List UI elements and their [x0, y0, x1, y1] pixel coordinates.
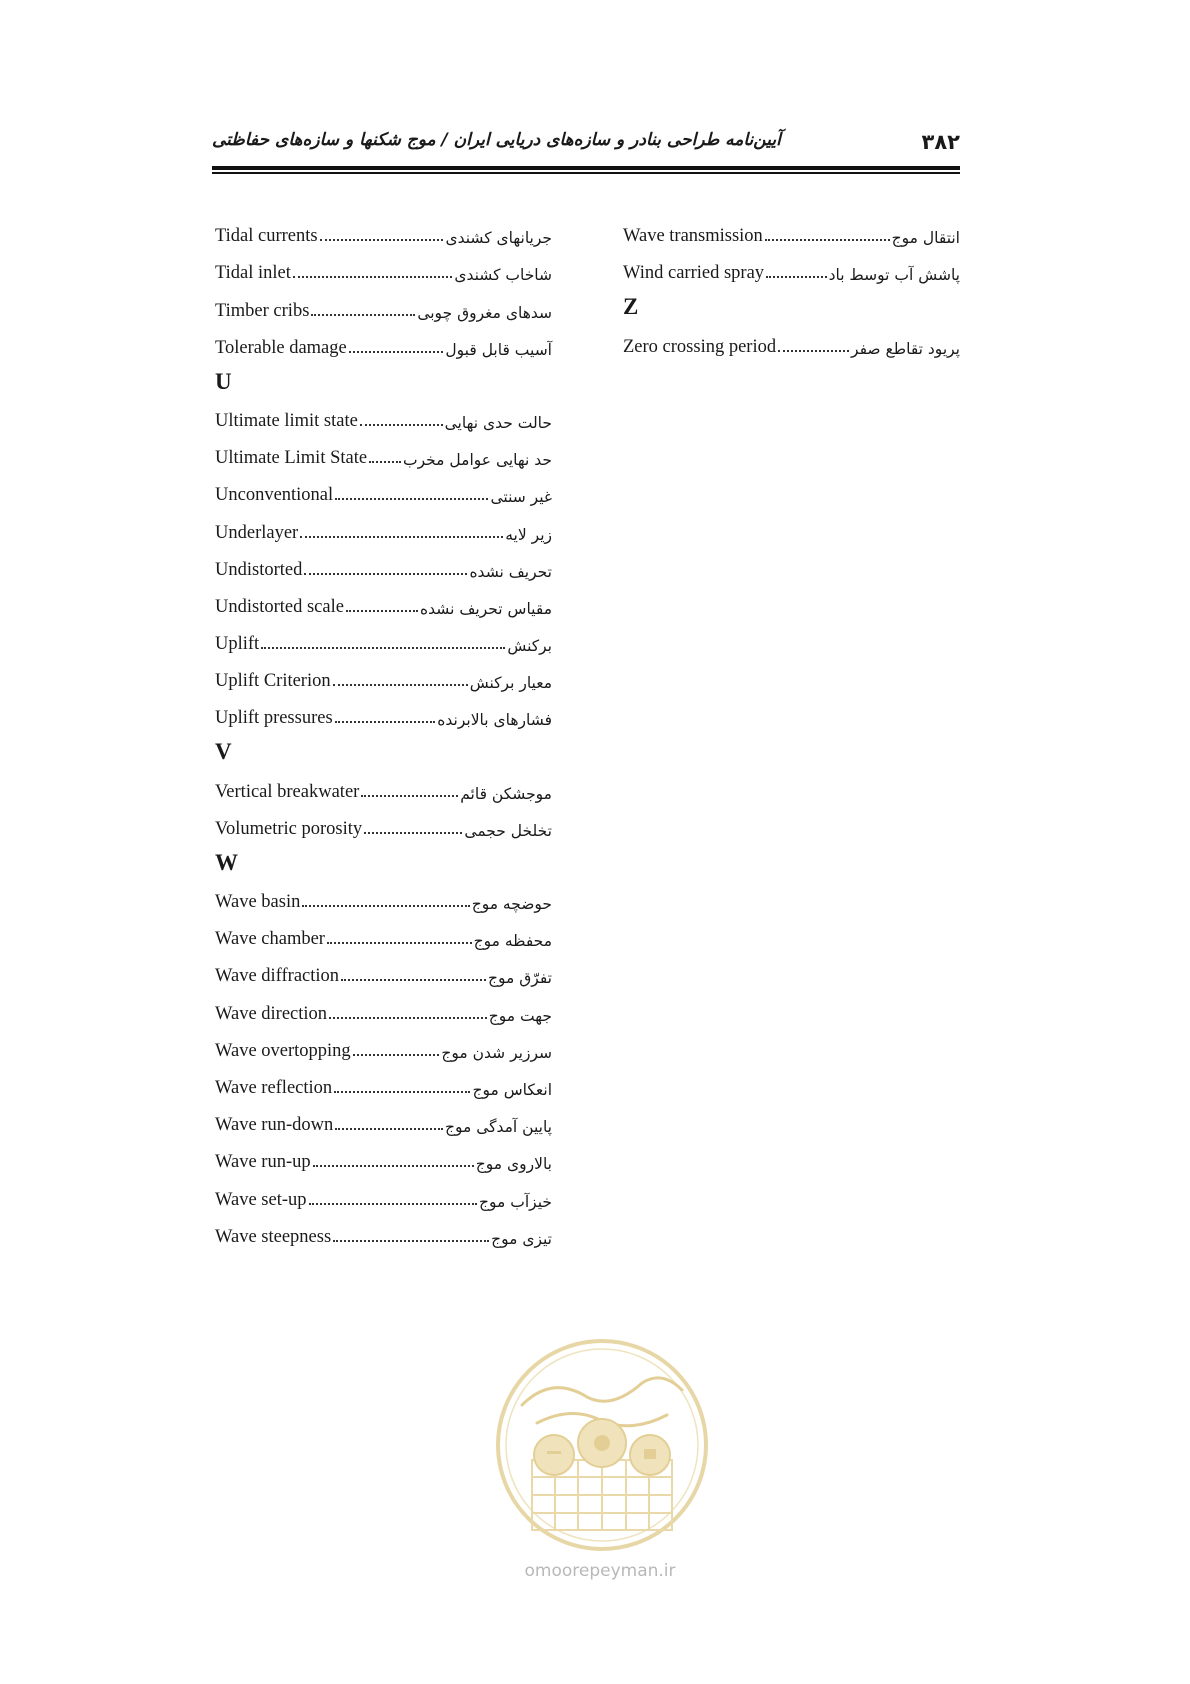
dot-leader [361, 791, 458, 797]
term-persian: فشارهای بالابرنده [437, 711, 552, 730]
page-number: ۳۸۲ [921, 130, 960, 154]
section-letter: W [215, 849, 238, 875]
dot-leader [333, 1236, 489, 1242]
term-persian: سرزیر شدن موج [441, 1043, 552, 1062]
watermark-seal [492, 1335, 712, 1555]
glossary-entry [215, 1211, 552, 1248]
term-english: Ultimate limit state [215, 410, 358, 431]
glossary-entry [215, 322, 552, 359]
term-persian: انتقال موج [891, 229, 960, 248]
glossary-column-left [215, 210, 552, 1248]
term-english: Tidal currents [215, 226, 318, 247]
glossary-entry [215, 395, 552, 432]
term-persian: پریود تقاطع صفر [851, 339, 960, 358]
term-english: Tidal inlet [215, 263, 291, 284]
term-english: Volumetric porosity [215, 818, 363, 839]
glossary-entry [215, 581, 552, 618]
term-english: Undistorted [215, 559, 303, 580]
glossary-entry [215, 765, 552, 802]
glossary-entry [215, 247, 552, 284]
term-persian: محفظه موج [473, 932, 552, 951]
glossary-entry [215, 284, 552, 321]
section-letter: U [215, 368, 232, 394]
glossary-entry [215, 803, 552, 840]
glossary-entry [215, 1099, 552, 1136]
dot-leader [349, 347, 444, 353]
term-english: Wave chamber [215, 929, 325, 950]
term-persian: تفرّق موج [488, 969, 552, 988]
glossary-entry [215, 655, 552, 692]
dot-leader [364, 828, 462, 834]
term-persian: موجشکن قائم [460, 784, 552, 803]
dot-leader [293, 272, 452, 278]
glossary-entry [215, 432, 552, 469]
dot-leader [334, 1087, 470, 1093]
glossary-column-right [623, 210, 960, 358]
section-letter: V [215, 739, 232, 765]
term-persian: زیر لایه [505, 525, 552, 544]
term-persian: خیزآب موج [479, 1192, 552, 1211]
term-english: Wave basin [215, 892, 301, 912]
header-rule-thick [212, 166, 960, 170]
term-english: Wave diffraction [215, 966, 340, 987]
glossary-entry [623, 247, 960, 284]
term-english: Wave reflection [215, 1077, 333, 1098]
dot-leader [335, 717, 436, 723]
glossary-entry [215, 210, 552, 247]
term-persian: معیار برکنش [469, 674, 552, 693]
dot-leader [353, 1050, 440, 1056]
dot-leader [346, 606, 418, 612]
term-persian: آسیب قابل قبول [445, 340, 552, 359]
term-persian: حد نهایی عوامل مخرب [403, 451, 552, 470]
glossary-entry [215, 913, 552, 950]
term-persian: تحریف نشده [469, 562, 552, 581]
term-persian: جریانهای کشندی [445, 229, 552, 248]
term-english: Vertical breakwater [215, 781, 360, 802]
running-title: آیین‌نامه طراحی بنادر و سازه‌های دریایی ایران / موج شکنها و سازه‌های حفاظتی [212, 130, 781, 150]
term-english: Timber cribs [215, 300, 310, 321]
term-english: Wave direction [215, 1003, 328, 1024]
term-persian: تیزی موج [491, 1229, 552, 1248]
term-persian: بالاروی موج [475, 1155, 552, 1174]
dot-leader [302, 901, 469, 907]
term-persian: غیر سنتی [490, 488, 552, 507]
header-rule-thin [212, 172, 960, 174]
term-persian: انعکاس موج [472, 1080, 552, 1099]
dot-leader [369, 457, 401, 463]
dot-leader [300, 532, 503, 538]
term-persian: مقیاس تحریف نشده [420, 599, 552, 618]
dot-leader [309, 1199, 478, 1205]
glossary-entry [215, 876, 552, 913]
term-english: Wave set-up [215, 1189, 307, 1210]
glossary-entry [215, 506, 552, 543]
term-english: Wave steepness [215, 1226, 332, 1247]
watermark-url: omoorepeyman.ir [524, 1561, 676, 1581]
term-english: Underlayer [215, 522, 299, 543]
term-english: Uplift Criterion [215, 671, 331, 692]
term-english: Undistorted scale [215, 596, 344, 617]
glossary-entry [215, 1136, 552, 1173]
term-english: Wave run-up [215, 1152, 311, 1173]
dot-leader [335, 494, 488, 500]
glossary-entry [215, 1025, 552, 1062]
glossary-entry [215, 950, 552, 987]
term-english: Wave overtopping [215, 1040, 351, 1061]
term-english: Wave transmission [623, 226, 763, 247]
glossary-entry [623, 320, 960, 357]
dot-leader [766, 272, 827, 278]
glossary-entry [215, 1062, 552, 1099]
term-persian: پاشش آب توسط باد [828, 266, 960, 285]
term-persian: سدهای مغروق چوبی [417, 303, 552, 322]
section-letter: Z [623, 294, 639, 320]
dot-leader [261, 643, 505, 649]
dot-leader [335, 1124, 443, 1130]
term-english: Unconventional [215, 485, 334, 506]
term-english: Wave run-down [215, 1115, 334, 1136]
dot-leader [360, 420, 443, 426]
term-english: Uplift pressures [215, 708, 333, 729]
term-english: Uplift [215, 634, 260, 655]
term-persian: پایین آمدگی موج [444, 1118, 552, 1137]
term-english: Wind carried spray [623, 263, 765, 284]
dot-leader [304, 569, 467, 575]
glossary-entry [215, 469, 552, 506]
term-english: Ultimate Limit State [215, 448, 368, 469]
dot-leader [327, 938, 472, 944]
term-persian: حوضچه موج [471, 895, 552, 913]
dot-leader [320, 235, 444, 241]
dot-leader [329, 1013, 487, 1019]
term-persian: تخلخل حجمی [464, 821, 552, 840]
glossary-entry [215, 1173, 552, 1210]
term-persian: برکنش [507, 637, 552, 656]
term-persian: جهت موج [488, 1006, 552, 1025]
term-english: Tolerable damage [215, 337, 347, 358]
dot-leader [313, 1161, 474, 1167]
glossary-entry [215, 987, 552, 1024]
glossary-entry [215, 544, 552, 581]
dot-leader [333, 680, 468, 686]
dot-leader [778, 346, 849, 352]
dot-leader [765, 235, 890, 241]
glossary-entry [623, 210, 960, 247]
term-persian: شاخاب کشندی [454, 266, 552, 285]
page-header [212, 126, 960, 166]
term-persian: حالت حدی نهایی [444, 413, 552, 432]
glossary-entry [215, 618, 552, 655]
dot-leader [311, 310, 415, 316]
glossary-entry [215, 692, 552, 729]
dot-leader [341, 975, 486, 981]
term-english: Zero crossing period [623, 336, 777, 357]
